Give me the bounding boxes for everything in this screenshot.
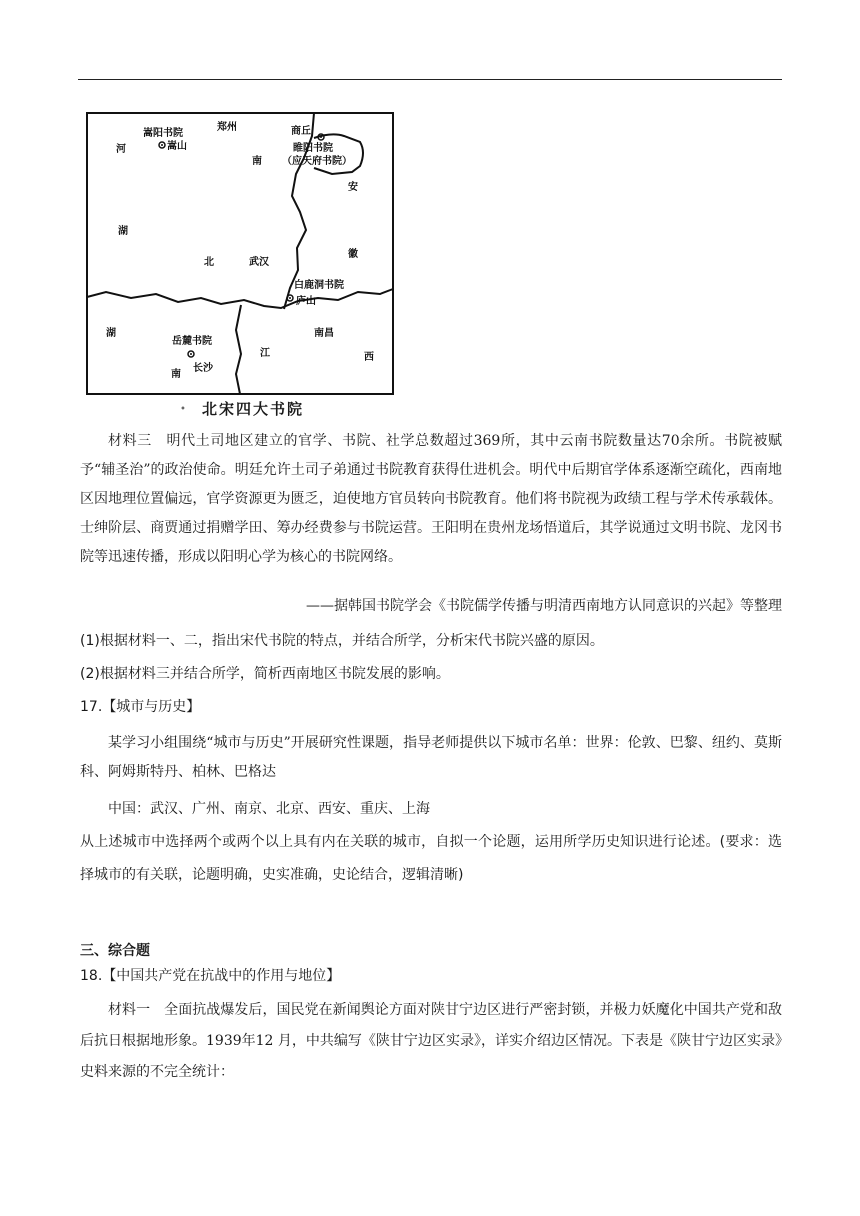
- question-2: (2)根据材料三并结合所学，简析西南地区书院发展的影响。: [80, 666, 450, 682]
- map-label-suiyang-academy: 睢阳书院: [293, 143, 333, 154]
- question-18-material-1: 材料一 全面抗战爆发后，国民党在新闻舆论方面对陕甘宁边区进行严密封锁，并极力妖魔化中国共产党和敌后抗日根据地形象。1939年12 月，中共编写《陕甘宁边区实录》，详实介绍边区情况。下表是《陕甘宁边区实录》史料来源的不完全统计：: [80, 1002, 782, 1080]
- question-18-title: 18.【中国共产党在抗战中的作用与地位】: [80, 968, 341, 984]
- map-label-songyang-academy: 嵩阳书院: [143, 128, 183, 139]
- map-label-yingtianfu-academy: （应天府书院）: [282, 156, 352, 167]
- question-1: (1)根据材料一、二，指出宋代书院的特点，并结合所学，分析宋代书院兴盛的原因。: [80, 633, 604, 649]
- song-academies-map: [86, 112, 394, 396]
- map-label-bailudong-academy: 白鹿洞书院: [294, 280, 344, 291]
- map-label-lushan: 庐山: [296, 296, 316, 307]
- map-label-nan-henan: 南: [252, 156, 262, 167]
- question-17-title: 17.【城市与历史】: [80, 699, 201, 715]
- map-label-yuelu-academy: 岳麓书院: [172, 336, 212, 347]
- map-label-changsha: 长沙: [193, 363, 213, 374]
- map-label-zhengzhou: 郑州: [217, 122, 237, 133]
- caption-marker: •: [180, 404, 186, 415]
- map-label-songshan: 嵩山: [167, 141, 187, 152]
- question-17-paragraph-1: 某学习小组围绕“城市与历史”开展研究性课题，指导老师提供以下城市名单：世界：伦敦、巴黎、纽约、莫斯科、阿姆斯特丹、柏林、巴格达: [80, 735, 782, 780]
- header-rule: [78, 79, 782, 80]
- map-label-hui: 徽: [348, 249, 358, 260]
- question-17-paragraph-2: 中国：武汉、广州、南京、北京、西安、重庆、上海: [108, 801, 430, 817]
- map-caption: [180, 398, 350, 418]
- map-label-hu-2: 湖: [106, 328, 116, 339]
- material-3-source: ——据韩国书院学会《书院儒学传播与明清西南地方认同意识的兴起》等整理: [306, 598, 782, 614]
- map-label-jiang: 江: [260, 348, 270, 359]
- map-label-bei: 北: [204, 257, 214, 268]
- map-label-an: 安: [348, 182, 358, 193]
- map-label-wuhan: 武汉: [249, 257, 269, 268]
- material-3-paragraph: 材料三 明代土司地区建立的官学、书院、社学总数超过369所，其中云南书院数量达70余所。书院被赋予“辅圣治”的政治使命。明廷允许土司子弟通过书院教育获得仕进机会。明代中后期官学体系逐渐空疏化，西南地区因地理位置偏远，官学资源更为匮乏，迫使地方官员转向书院教育。他们将书院视为政绩工程与学术传承载体。士绅阶层、商贾通过捐赠学田、筹办经费参与书院运营。王阳明在贵州龙场悟道后，其学说通过文明书院、龙冈书院等迅速传播，形成以阳明心学为核心的书院网络。: [80, 433, 782, 565]
- map-caption-text: 北宋四大书院: [202, 400, 305, 418]
- map-label-he: 河: [116, 144, 126, 155]
- map-label-hu-1: 湖: [118, 226, 128, 237]
- map-label-shangqiu: 商丘: [291, 126, 311, 137]
- map-label-nanchang: 南昌: [314, 328, 334, 339]
- question-17-paragraph-3: 从上述城市中选择两个或两个以上具有内在关联的城市，自拟一个论题，运用所学历史知识进行论述。(要求：选择城市的有关联，论题明确，史实准确，史论结合，逻辑清晰): [80, 834, 782, 883]
- map-label-xi: 西: [364, 352, 374, 363]
- section-3-title: 三、综合题: [80, 943, 150, 959]
- map-label-nan-hunan: 南: [171, 369, 181, 380]
